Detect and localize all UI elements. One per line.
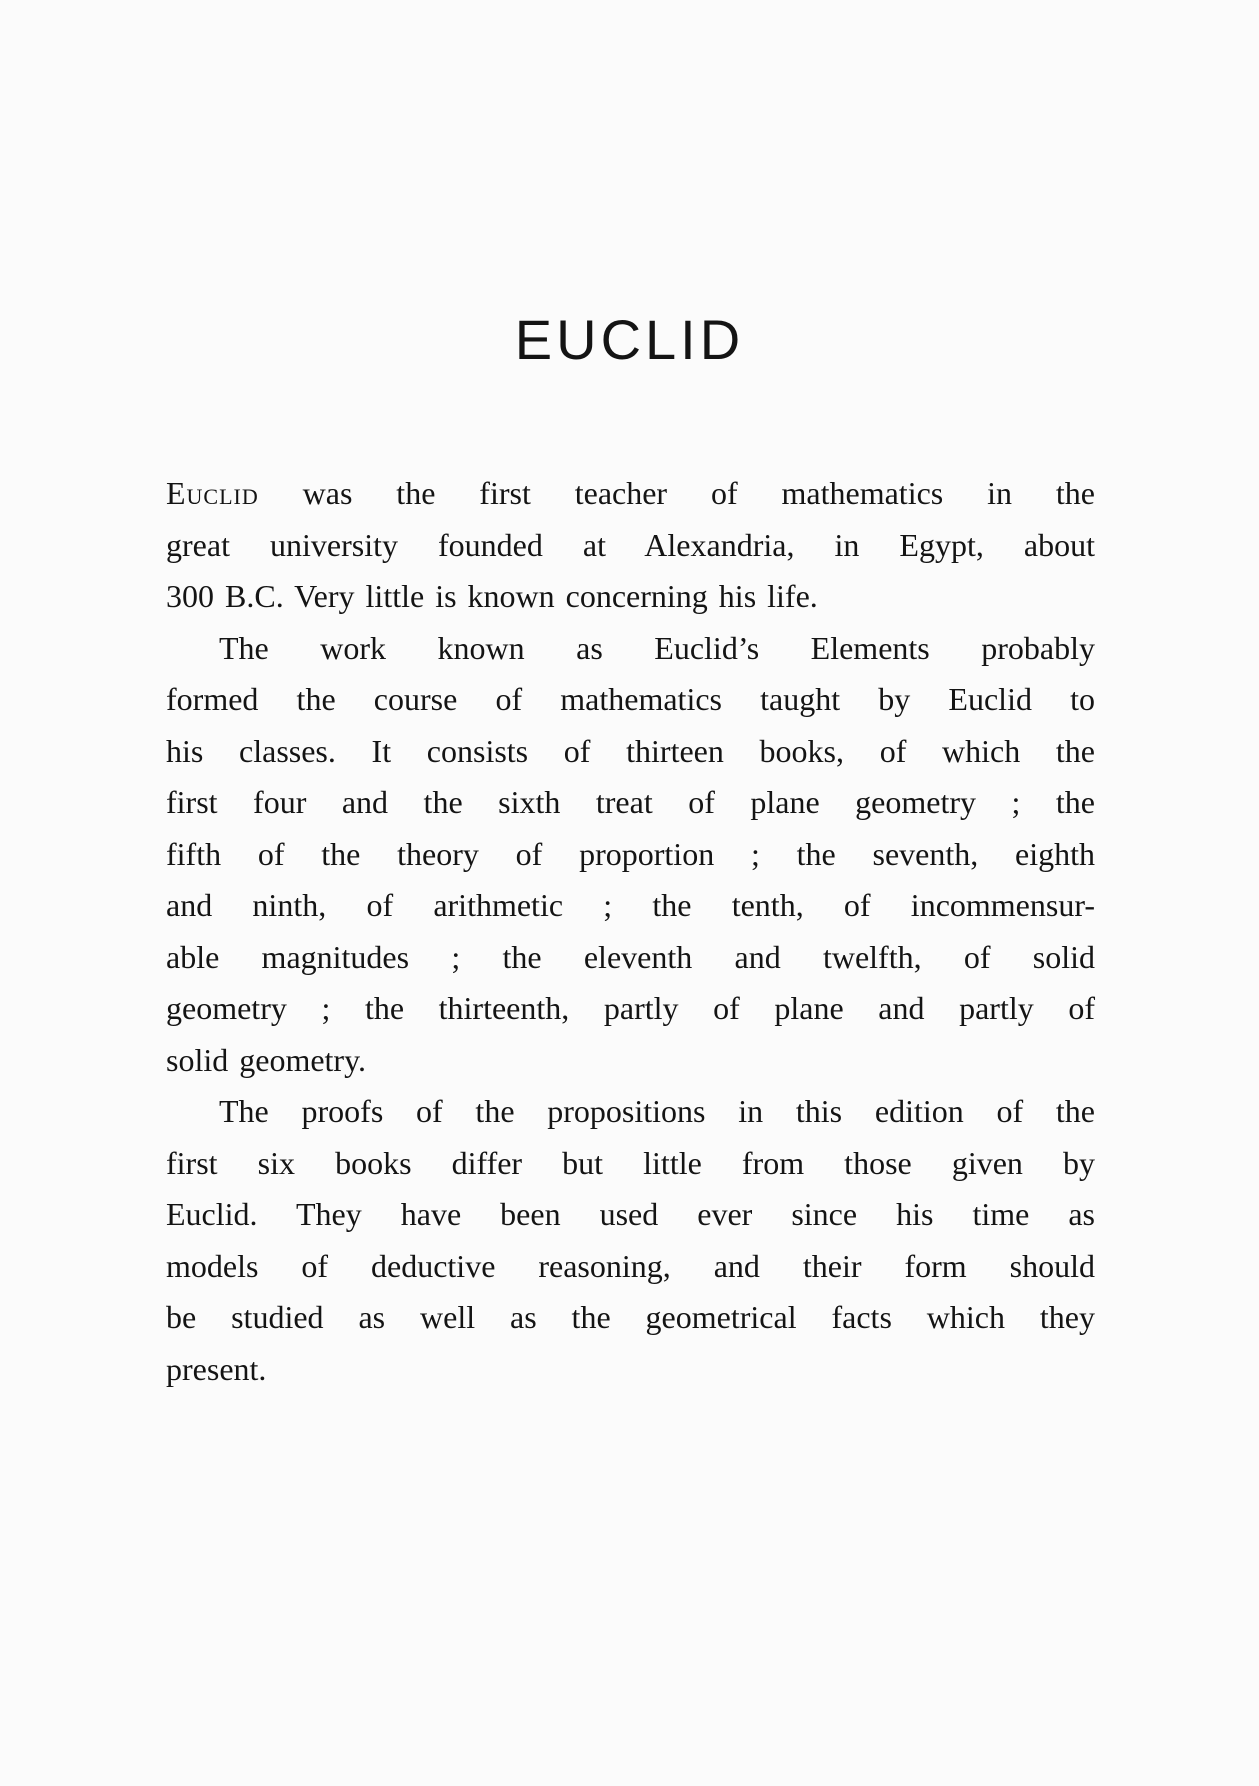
paragraph-2-line-2: formed the course of mathematics taught by Euclid to xyxy=(166,681,1095,717)
paragraph-3-line-5: be studied as well as the geometrical facts which they xyxy=(166,1299,1095,1335)
paragraph-3 xyxy=(166,1086,1095,1395)
paragraph-3-line-6: present. xyxy=(166,1350,267,1387)
paragraph-3-line-3: Euclid. They have been used ever since his time as xyxy=(166,1196,1095,1232)
paragraph-2-line-6: and ninth, of arithmetic ; the tenth, of incommensur- xyxy=(166,887,1095,923)
paragraph-2-line-7: able magnitudes ; the eleventh and twelfth, of solid xyxy=(166,938,1095,975)
paragraph-2-line-1: The work known as Euclid’s Elements probably xyxy=(219,629,1095,666)
paragraph-2-line-3: his classes. It consists of thirteen books, of which the xyxy=(166,732,1095,769)
paragraph-2-line-9: solid geometry. xyxy=(166,1041,366,1078)
body-text xyxy=(166,468,1095,1395)
paragraph-1 xyxy=(166,468,1095,623)
paragraph-2-line-4: first four and the sixth treat of plane geometry ; the xyxy=(166,784,1095,820)
paragraph-1-line-3: 300 B.C. Very little is known concerning his life. xyxy=(166,578,818,614)
paragraph-2-line-8: geometry ; the thirteenth, partly of plane and partly of xyxy=(166,990,1095,1026)
paragraph-2 xyxy=(166,623,1095,1087)
paragraph-1-line-1 xyxy=(166,468,1095,520)
page-title: EUCLID xyxy=(514,308,745,371)
paragraph-2-line-5: fifth of the theory of proportion ; the seventh, eighth xyxy=(166,835,1095,872)
paragraph-3-line-1: The proofs of the propositions in this edition of the xyxy=(219,1093,1095,1129)
paragraph-3-line-4: models of deductive reasoning, and their form should xyxy=(166,1247,1095,1284)
lead-word: Euclid xyxy=(166,475,259,511)
paragraph-1-line-2: great university founded at Alexandria, in Egypt, about xyxy=(166,526,1095,563)
paragraph-3-line-2: first six books differ but little from those given by xyxy=(166,1144,1095,1181)
line-text: was the first teacher of mathematics in the xyxy=(258,475,1095,511)
